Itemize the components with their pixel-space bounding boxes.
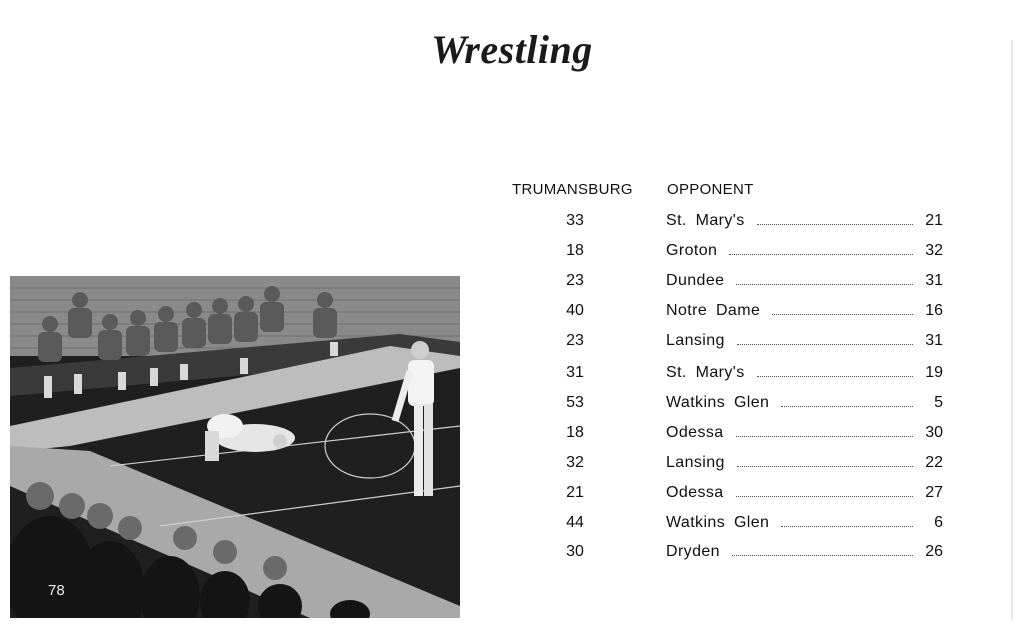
opponent-name: Lansing [666, 454, 725, 471]
opponent-score: 21 [925, 212, 943, 229]
opponent-score: 19 [925, 364, 943, 381]
opponent-name: Notre Dame [666, 302, 761, 319]
trumansburg-score: 33 [566, 212, 584, 229]
trumansburg-score: 53 [566, 394, 584, 411]
dotted-leader [736, 436, 913, 437]
opponent-name: St. Mary's [666, 364, 745, 381]
table-row [0, 543, 1024, 565]
trumansburg-score: 31 [566, 364, 584, 381]
opponent-score: 16 [925, 302, 943, 319]
column-header-opponent: OPPONENT [667, 181, 754, 198]
table-row [0, 394, 1024, 416]
dotted-leader [732, 555, 913, 556]
trumansburg-score: 32 [566, 454, 584, 471]
trumansburg-score: 40 [566, 302, 584, 319]
table-row [0, 212, 1024, 234]
table-row [0, 424, 1024, 446]
opponent-name: Odessa [666, 424, 724, 441]
opponent-name: Dundee [666, 272, 725, 289]
table-row [0, 302, 1024, 324]
trumansburg-score: 18 [566, 242, 584, 259]
dotted-leader [772, 314, 913, 315]
table-row [0, 454, 1024, 476]
dotted-leader [737, 344, 913, 345]
dotted-leader [736, 496, 913, 497]
dotted-leader [757, 376, 913, 377]
dotted-leader [729, 254, 913, 255]
page-edge [1011, 40, 1013, 620]
trumansburg-score: 23 [566, 272, 584, 289]
table-row [0, 332, 1024, 354]
wrestling-match-photo [10, 276, 460, 618]
table-row [0, 364, 1024, 386]
table-row [0, 484, 1024, 506]
trumansburg-score: 23 [566, 332, 584, 349]
opponent-score: 22 [925, 454, 943, 471]
opponent-name: Lansing [666, 332, 725, 349]
page-number: 78 [48, 582, 65, 599]
opponent-name: Odessa [666, 484, 724, 501]
opponent-name: Watkins Glen [666, 394, 770, 411]
trumansburg-score: 44 [566, 514, 584, 531]
opponent-score: 6 [934, 514, 943, 531]
dotted-leader [781, 406, 913, 407]
opponent-score: 31 [925, 272, 943, 289]
trumansburg-score: 21 [566, 484, 584, 501]
table-row [0, 272, 1024, 294]
trumansburg-score: 30 [566, 543, 584, 560]
opponent-score: 5 [934, 394, 943, 411]
opponent-score: 31 [925, 332, 943, 349]
opponent-score: 30 [925, 424, 943, 441]
opponent-name: Dryden [666, 543, 720, 560]
opponent-name: St. Mary's [666, 212, 745, 229]
opponent-name: Groton [666, 242, 718, 259]
page-title: Wrestling [431, 27, 593, 72]
dotted-leader [757, 224, 913, 225]
dotted-leader [736, 284, 913, 285]
column-header-trumansburg: TRUMANSBURG [512, 181, 633, 198]
dotted-leader [737, 466, 913, 467]
opponent-score: 32 [925, 242, 943, 259]
opponent-score: 26 [925, 543, 943, 560]
trumansburg-score: 18 [566, 424, 584, 441]
opponent-name: Watkins Glen [666, 514, 770, 531]
dotted-leader [781, 526, 913, 527]
opponent-score: 27 [925, 484, 943, 501]
table-row [0, 514, 1024, 536]
table-row [0, 242, 1024, 264]
